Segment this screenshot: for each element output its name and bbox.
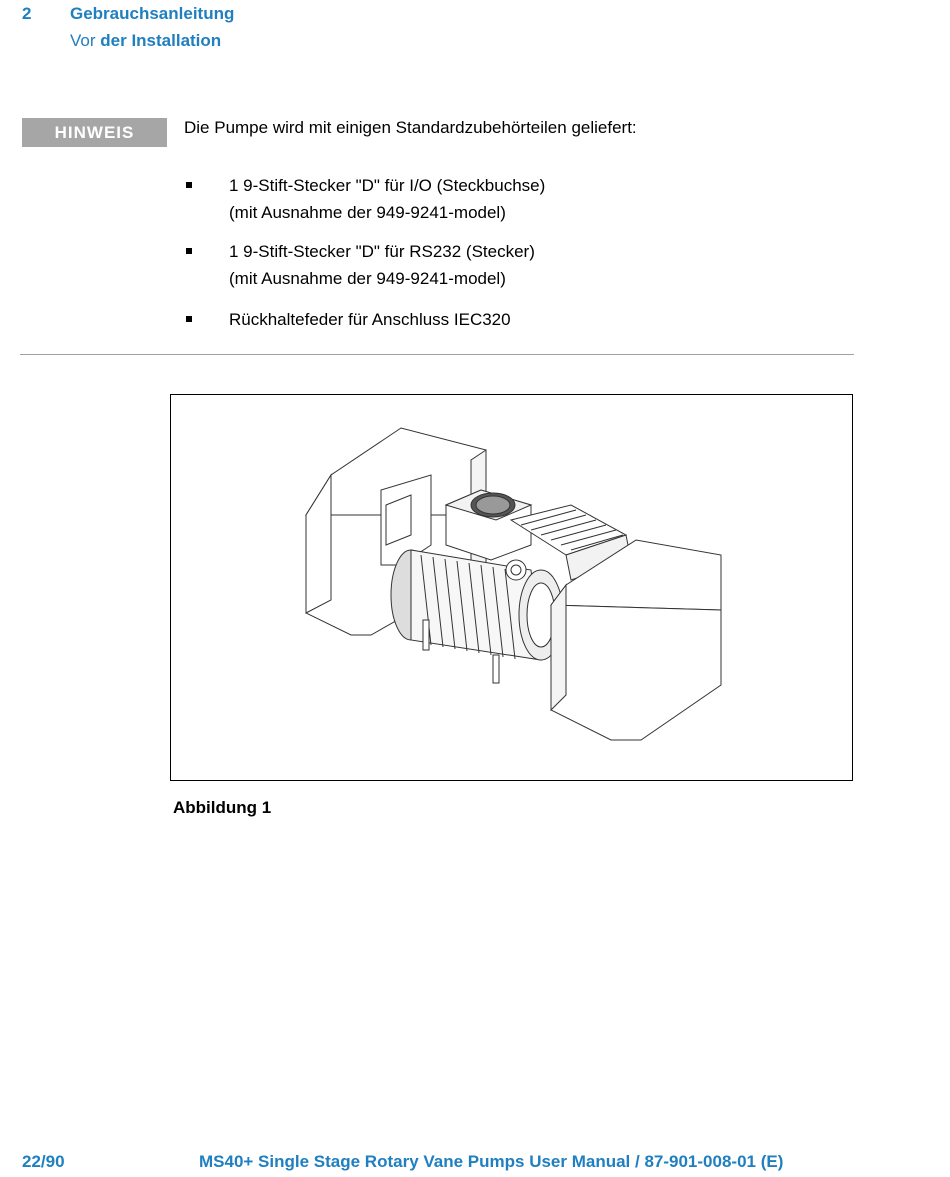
page-number: 22/90	[22, 1152, 65, 1171]
list-item-line-1: Rückhaltefeder für Anschluss IEC320	[229, 310, 511, 329]
list-item-line-2: (mit Ausnahme der 949-9241-model)	[229, 269, 506, 288]
bullet-icon	[186, 316, 192, 322]
document-title: MS40+ Single Stage Rotary Vane Pumps User Manual / 87-901-008-01 (E)	[199, 1152, 784, 1171]
section-name: der Installation	[100, 31, 222, 50]
figure-frame	[170, 394, 853, 781]
chapter-title: Gebrauchsanleitung	[70, 4, 235, 23]
list-item-line-1: 1 9-Stift-Stecker "D" für I/O (Steckbuchse)	[229, 176, 546, 195]
bullet-icon	[186, 248, 192, 254]
bullet-icon	[186, 182, 192, 188]
list-item-line-1: 1 9-Stift-Stecker "D" für RS232 (Stecker)	[229, 242, 535, 261]
section-divider	[20, 354, 854, 355]
pump-illustration	[171, 395, 854, 782]
chapter-number: 2	[22, 4, 32, 23]
note-badge: HINWEIS	[22, 118, 167, 147]
section-title	[70, 31, 221, 51]
figure-caption: Abbildung 1	[173, 798, 272, 817]
motor-body	[391, 550, 563, 683]
list-item-line-2: (mit Ausnahme der 949-9241-model)	[229, 203, 506, 222]
note-intro: Die Pumpe wird mit einigen Standardzubehörteilen geliefert:	[184, 118, 637, 137]
section-prefix: Vor	[70, 31, 96, 50]
